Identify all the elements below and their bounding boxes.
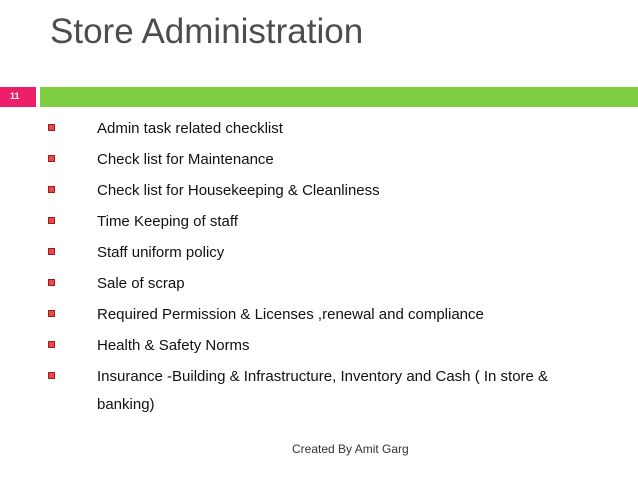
bullet-text: Admin task related checklist	[97, 120, 283, 137]
slide-title: Store Administration	[50, 12, 364, 51]
square-bullet-icon	[48, 155, 55, 162]
square-bullet-icon	[48, 217, 55, 224]
bullet-item	[0, 118, 638, 149]
square-bullet-icon	[48, 186, 55, 193]
bullet-text: Required Permission & Licenses ,renewal and compliance	[97, 306, 484, 323]
slide-number: 11	[10, 91, 20, 101]
footer-credit: Created By Amit Garg	[292, 442, 409, 456]
square-bullet-icon	[48, 124, 55, 131]
square-bullet-icon	[48, 310, 55, 317]
bullet-item	[0, 242, 638, 273]
bullet-text: Check list for Maintenance	[97, 151, 274, 168]
bullet-item	[0, 180, 638, 211]
bullet-text: Check list for Housekeeping & Cleanliness	[97, 182, 380, 199]
accent-bar	[40, 87, 638, 107]
square-bullet-icon	[48, 279, 55, 286]
bullet-text: Sale of scrap	[97, 275, 185, 292]
bullet-text: Staff uniform policy	[97, 244, 225, 261]
bullet-list	[0, 118, 638, 416]
bullet-item	[0, 335, 638, 366]
bullet-item	[0, 149, 638, 180]
square-bullet-icon	[48, 341, 55, 348]
bullet-item	[0, 304, 638, 335]
bullet-item	[0, 366, 638, 416]
bullet-text: Time Keeping of staff	[97, 213, 238, 230]
bullet-item	[0, 211, 638, 242]
bullet-text: Health & Safety Norms	[97, 337, 250, 354]
bullet-item	[0, 273, 638, 304]
slide-number-bar	[0, 87, 36, 107]
bullet-text: Insurance -Building & Infrastructure, Inventory and Cash ( In store & banking)	[97, 368, 549, 413]
square-bullet-icon	[48, 248, 55, 255]
square-bullet-icon	[48, 372, 55, 379]
